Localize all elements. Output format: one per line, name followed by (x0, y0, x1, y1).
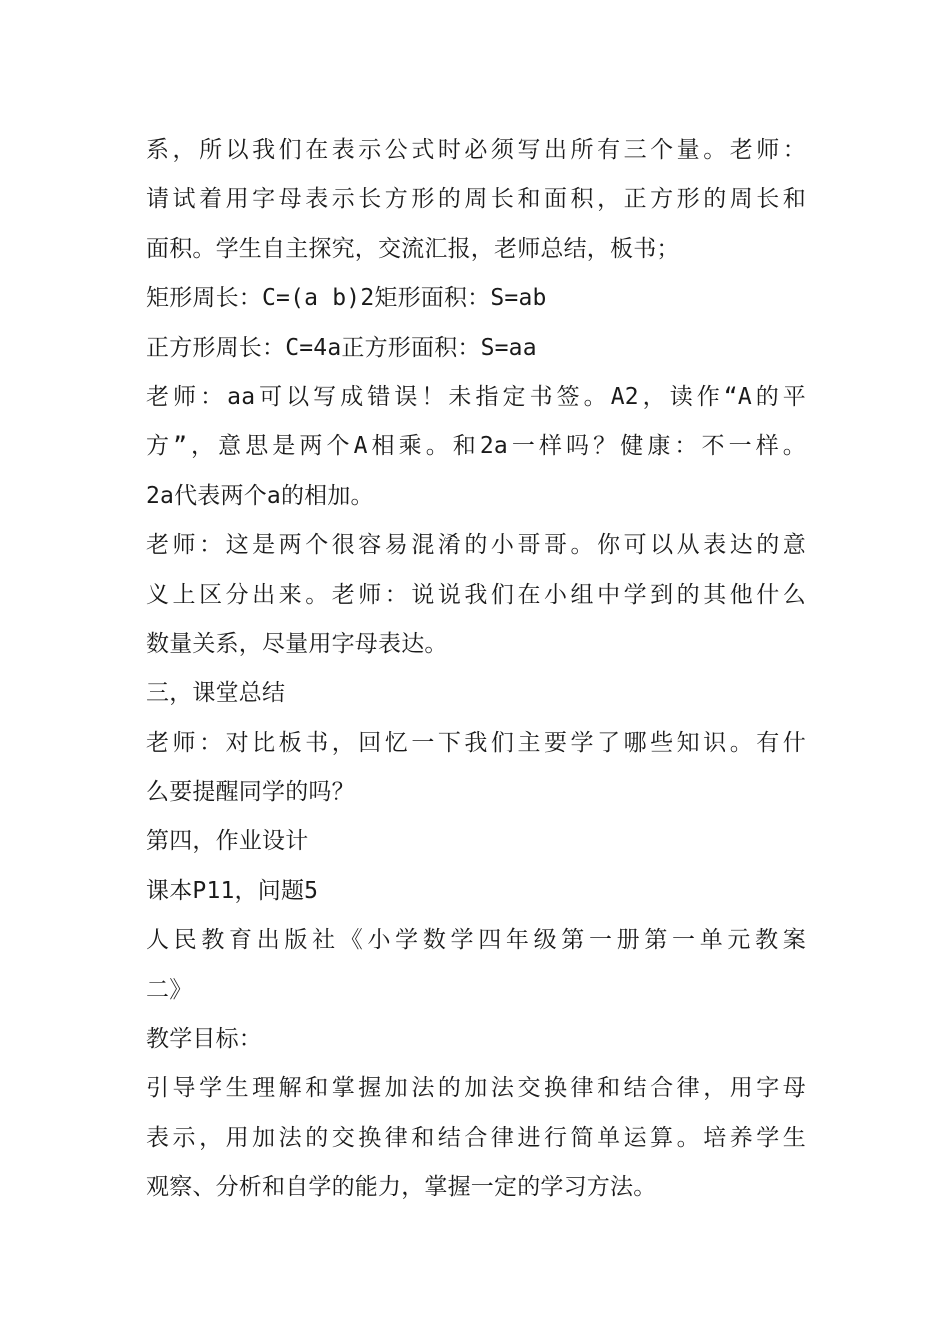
text-line: 么要提醒同学的吗？ (146, 779, 355, 806)
formula-line: 矩形周长：C=(a b)2矩形面积：S=ab (146, 285, 547, 312)
text-line: 观察、分析和自学的能力，掌握一定的学习方法。 (146, 1174, 657, 1201)
section-heading: 三，课堂总结 (146, 680, 286, 707)
text-line: 数量关系，尽量用字母表达。 (146, 630, 448, 657)
text-line: 请试着用字母表示长方形的周长和面积，正方形的周长和 (146, 186, 806, 213)
text-line: 方”，意思是两个A相乘。和2a一样吗？健康：不一样。 (146, 433, 806, 460)
text-line: 面积。学生自主探究，交流汇报，老师总结，板书； (146, 235, 680, 262)
document-body (146, 126, 806, 1213)
formula-line: 正方形周长：C=4a正方形面积：S=aa (146, 334, 537, 361)
text-line: 系，所以我们在表示公式时必须写出所有三个量。老师： (146, 137, 806, 163)
text-line: 老师：这是两个很容易混淆的小哥哥。你可以从表达的意 (146, 532, 806, 559)
text-line: 课本P11，问题5 (146, 877, 319, 904)
document-title: 二》 (146, 976, 193, 1003)
text-line: 老师：aa可以写成错误！未指定书签。A2，读作“A的平 (146, 383, 806, 410)
text-line: 引导学生理解和掌握加法的加法交换律和结合律，用字母 (146, 1075, 806, 1102)
section-heading: 教学目标： (146, 1026, 262, 1053)
text-line: 老师：对比板书，回忆一下我们主要学了哪些知识。有什 (146, 729, 806, 756)
text-line: 表示，用加法的交换律和结合律进行简单运算。培养学生 (146, 1124, 806, 1151)
text-line: 义上区分出来。老师：说说我们在小组中学到的其他什么 (146, 581, 806, 608)
document-title: 人民教育出版社《小学数学四年级第一册第一单元教案 (146, 927, 806, 954)
text-line: 2a代表两个a的相加。 (146, 482, 374, 509)
section-heading: 第四，作业设计 (146, 828, 309, 855)
